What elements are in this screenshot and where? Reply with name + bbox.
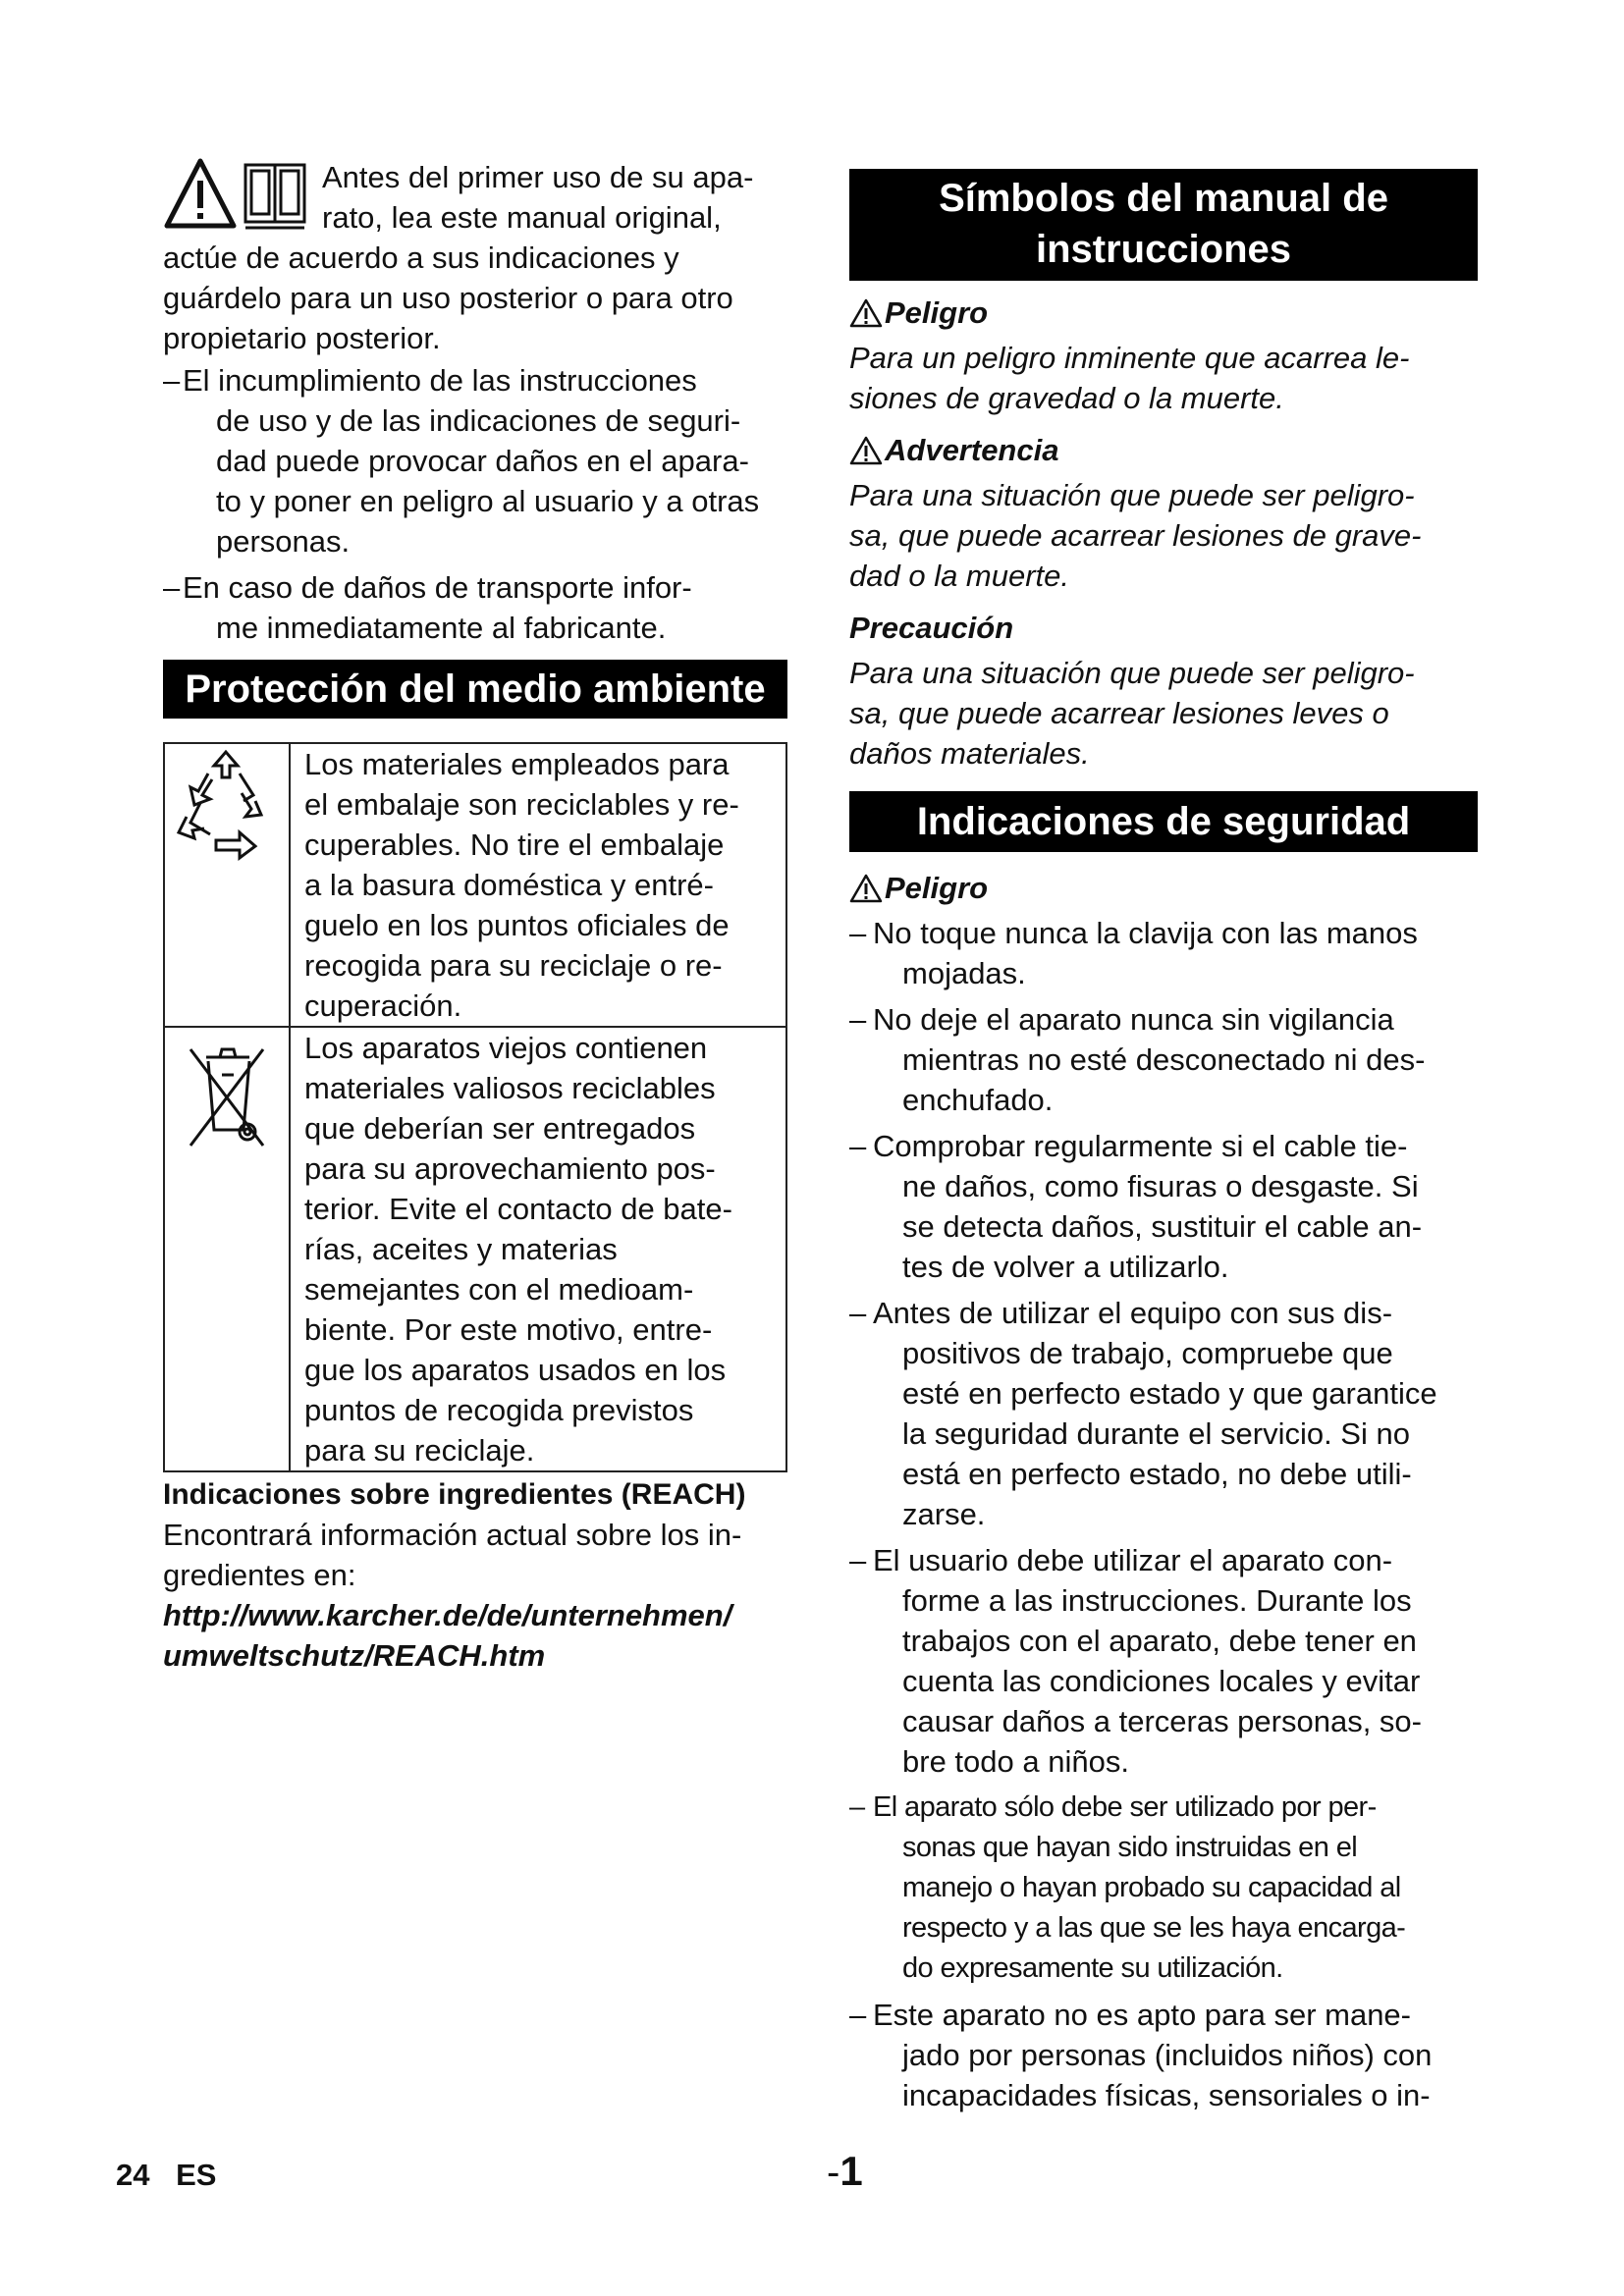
- warning-triangle-icon: [167, 161, 234, 226]
- table-line: a la basura doméstica y entré-: [304, 868, 714, 902]
- safety-danger-title-text: Peligro: [885, 871, 989, 905]
- bullet-line: Este aparato no es apto para ser mane-: [873, 1998, 1411, 2032]
- symbol-line: daños materiales.: [849, 736, 1090, 771]
- symbol-entry: [849, 608, 1478, 774]
- bullet-dash: –: [163, 363, 181, 398]
- warning-triangle-icon: [849, 298, 883, 328]
- table-line: Los aparatos viejos contienen: [304, 1031, 708, 1065]
- intro-line: rato, lea este manual original,: [322, 200, 722, 235]
- crossed-bin-icon: [165, 1028, 289, 1165]
- table-icon-cell: [164, 743, 290, 1027]
- symbol-line: Para una situación que puede ser peligro-: [849, 478, 1415, 512]
- reach-line: Encontrará información actual sobre los in-: [163, 1518, 742, 1552]
- table-line: Los materiales empleados para: [304, 747, 730, 781]
- symbol-line: dad o la muerte.: [849, 559, 1070, 593]
- list-item: [163, 567, 787, 648]
- symbol-line: Para una situación que puede ser peligro-: [849, 656, 1415, 690]
- symbol-entry: [849, 430, 1478, 596]
- table-line: el embalaje son reciclables y re-: [304, 787, 739, 822]
- symbol-line: siones de gravedad o la muerte.: [849, 381, 1284, 415]
- bullet-line: En caso de daños de transporte infor-: [183, 570, 692, 605]
- bullet-line: causar daños a terceras personas, so-: [902, 1704, 1422, 1738]
- reach-line: gredientes en:: [163, 1558, 356, 1592]
- bullet-line: forme a las instrucciones. Durante los: [902, 1583, 1412, 1618]
- reach-title: Indicaciones sobre ingredientes (REACH): [163, 1478, 746, 1511]
- bullet-line: No toque nunca la clavija con las manos: [873, 916, 1418, 950]
- table-line: cuperación.: [304, 988, 462, 1023]
- footer-center-prefix: -: [827, 2151, 840, 2194]
- bullet-line: bre todo a niños.: [902, 1744, 1129, 1779]
- bullet-line: sonas que hayan sido instruidas en el: [902, 1832, 1358, 1863]
- bullet-dash: –: [849, 1543, 867, 1577]
- table-text-cell: [290, 1027, 786, 1471]
- section-heading-symbols: [849, 169, 1478, 281]
- intro-line: propietario posterior.: [163, 321, 441, 355]
- warning-book-icons: [163, 157, 312, 236]
- bullet-line: dad puede provocar daños en el apara-: [216, 444, 749, 478]
- reach-link[interactable]: umweltschutz/REACH.htm: [163, 1638, 546, 1673]
- bullet-line: se detecta daños, sustituir el cable an-: [902, 1209, 1423, 1244]
- bullet-line: zarse.: [902, 1497, 986, 1531]
- list-item: [849, 1126, 1478, 1287]
- bullet-line: No deje el aparato nunca sin vigilancia: [873, 1002, 1394, 1037]
- table-row: [164, 1027, 786, 1471]
- symbol-title-text: Peligro: [885, 295, 989, 330]
- table-line: gue los aparatos usados en los: [304, 1353, 727, 1387]
- table-icon-cell: [164, 1027, 290, 1471]
- intro-icons: [163, 157, 312, 236]
- list-item: [849, 1540, 1478, 1782]
- symbol-entry: [849, 293, 1478, 418]
- list-item: [849, 913, 1478, 993]
- bullet-line: jado por personas (incluidos niños) con: [902, 2038, 1433, 2072]
- intro-bullets: [163, 360, 787, 648]
- symbol-line: Para un peligro inminente que acarrea le-: [849, 341, 1410, 375]
- table-line: semejantes con el medioam-: [304, 1272, 694, 1307]
- bullet-dash: –: [849, 1791, 865, 1823]
- bullet-line: to y poner en peligro al usuario y a otras: [216, 484, 760, 518]
- table-line: terior. Evite el contacto de bate-: [304, 1192, 732, 1226]
- bullet-line: do expresamente su utilización.: [902, 1952, 1283, 1984]
- bullet-line: esté en perfecto estado y que garantice: [902, 1376, 1437, 1411]
- table-line: recogida para su reciclaje o re-: [304, 948, 723, 983]
- table-line: biente. Por este motivo, entre-: [304, 1312, 713, 1347]
- page-footer-center: [827, 2148, 863, 2195]
- table-line: que deberían ser entregados: [304, 1111, 696, 1146]
- list-item: [849, 1995, 1478, 2115]
- intro-paragraph: [163, 157, 787, 358]
- safety-danger-title: [849, 868, 1478, 909]
- reach-section: [163, 1474, 787, 1676]
- right-column: [849, 169, 1478, 2121]
- symbol-title: [849, 430, 1478, 471]
- bullet-dash: –: [849, 1998, 867, 2032]
- symbol-title-text: Precaución: [849, 611, 1014, 645]
- table-line: para su reciclaje.: [304, 1433, 535, 1468]
- bullet-line: trabajos con el aparato, debe tener en: [902, 1624, 1417, 1658]
- table-line: para su aprovechamiento pos-: [304, 1151, 716, 1186]
- bullet-line: Antes de utilizar el equipo con sus dis-: [873, 1296, 1393, 1330]
- bullet-dash: –: [849, 1129, 867, 1163]
- page-footer-left: [116, 2158, 216, 2193]
- bullet-dash: –: [849, 916, 867, 950]
- intro-line: Antes del primer uso de su apa-: [322, 160, 754, 194]
- bullet-line: cuenta las condiciones locales y evitar: [902, 1664, 1421, 1698]
- symbol-line: sa, que puede acarrear lesiones leves o: [849, 696, 1389, 730]
- section-heading-environment: Protección del medio ambiente: [163, 660, 787, 719]
- list-item: [163, 360, 787, 561]
- table-line: cuperables. No tire el embalaje: [304, 828, 725, 862]
- table-row: [164, 743, 786, 1027]
- bullet-dash: –: [849, 1296, 867, 1330]
- language-code: ES: [176, 2158, 217, 2192]
- safety-bullets: [849, 913, 1478, 2115]
- footer-center-number: 1: [839, 2148, 863, 2194]
- table-line: materiales valiosos reciclables: [304, 1071, 716, 1105]
- table-line: puntos de recogida previstos: [304, 1393, 694, 1427]
- intro-line: guárdelo para un uso posterior o para otro: [163, 281, 733, 315]
- bullet-line: El aparato sólo debe ser utilizado por per-: [873, 1791, 1377, 1823]
- open-book-icon: [245, 165, 304, 228]
- list-item: [849, 1788, 1478, 1989]
- bullet-line: me inmediatamente al fabricante.: [216, 611, 667, 645]
- list-item: [849, 999, 1478, 1120]
- bullet-line: positivos de trabajo, compruebe que: [902, 1336, 1393, 1370]
- reach-link[interactable]: http://www.karcher.de/de/unternehmen/: [163, 1598, 732, 1632]
- table-text-cell: [290, 743, 786, 1027]
- symbol-title: [849, 293, 1478, 334]
- section-heading-safety: Indicaciones de seguridad: [849, 791, 1478, 852]
- bullet-line: tes de volver a utilizarlo.: [902, 1250, 1229, 1284]
- bullet-line: está en perfecto estado, no debe utili-: [902, 1457, 1412, 1491]
- bullet-dash: –: [163, 570, 181, 605]
- warning-triangle-icon: [849, 874, 883, 903]
- heading-line: instrucciones: [1035, 228, 1292, 271]
- list-item: [849, 1293, 1478, 1534]
- left-column: [163, 157, 787, 1676]
- bullet-line: ne daños, como fisuras o desgaste. Si: [902, 1169, 1419, 1203]
- bullet-line: El incumplimiento de las instrucciones: [183, 363, 697, 398]
- bullet-line: manejo o hayan probado su capacidad al: [902, 1872, 1401, 1903]
- bullet-dash: –: [849, 1002, 867, 1037]
- bullet-line: El usuario debe utilizar el aparato con-: [873, 1543, 1393, 1577]
- bullet-line: personas.: [216, 524, 351, 559]
- table-line: guelo en los puntos oficiales de: [304, 908, 730, 942]
- bullet-line: mojadas.: [902, 956, 1026, 990]
- recycle-icon: [165, 744, 289, 862]
- bullet-line: de uso y de las indicaciones de seguri-: [216, 403, 741, 438]
- symbol-title-text: Advertencia: [885, 433, 1059, 467]
- bullet-line: respecto y a las que se les haya encarga-: [902, 1912, 1406, 1944]
- bullet-line: Comprobar regularmente si el cable tie-: [873, 1129, 1408, 1163]
- warning-triangle-icon: [849, 436, 883, 465]
- page-number: 24: [116, 2158, 150, 2192]
- table-line: rías, aceites y materias: [304, 1232, 618, 1266]
- bullet-line: enchufado.: [902, 1083, 1054, 1117]
- bullet-line: incapacidades físicas, sensoriales o in-: [902, 2078, 1431, 2112]
- bullet-line: la seguridad durante el servicio. Si no: [902, 1416, 1410, 1451]
- bullet-line: mientras no esté desconectado ni des-: [902, 1042, 1426, 1077]
- intro-line: actúe de acuerdo a sus indicaciones y: [163, 240, 679, 275]
- symbol-title: [849, 608, 1478, 649]
- symbol-line: sa, que puede acarrear lesiones de grave-: [849, 518, 1422, 553]
- environment-table: [163, 742, 787, 1472]
- heading-line: Símbolos del manual de: [939, 177, 1388, 220]
